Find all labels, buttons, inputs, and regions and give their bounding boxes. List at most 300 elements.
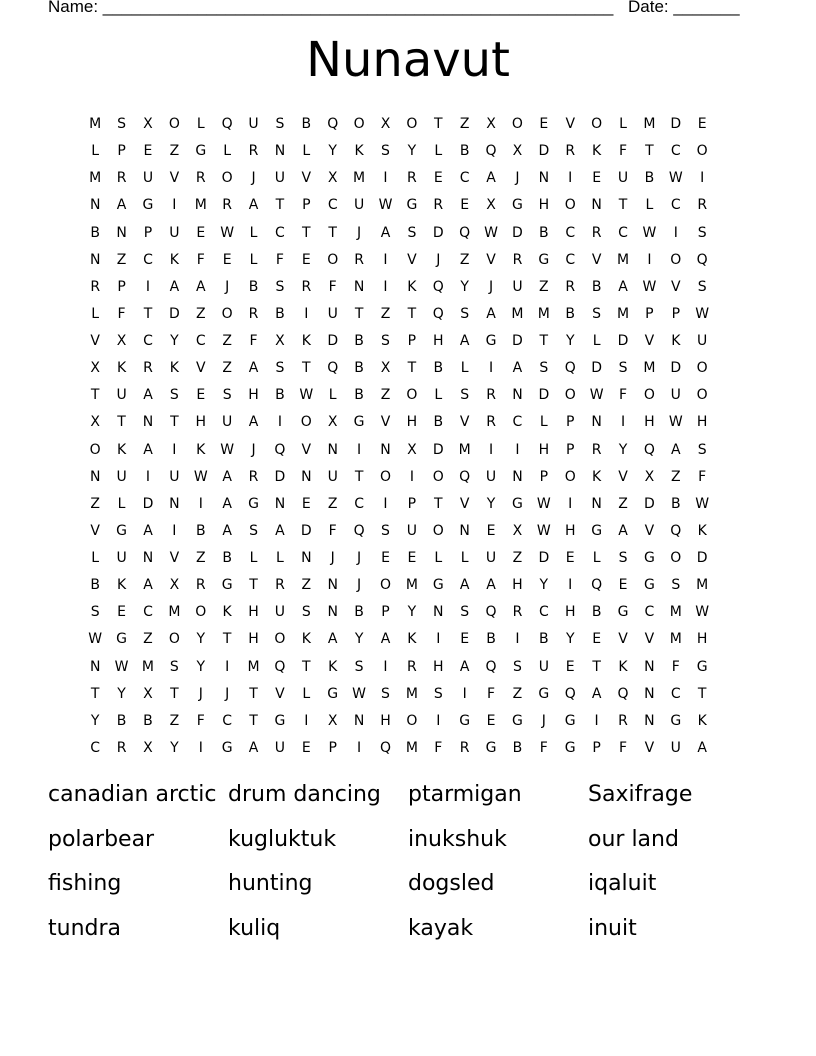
grid-letter[interactable]: S xyxy=(460,604,470,621)
grid-letter[interactable]: T xyxy=(697,685,707,702)
grid-letter[interactable]: U xyxy=(485,468,497,485)
grid-letter[interactable]: T xyxy=(645,143,654,160)
grid-letter[interactable]: F xyxy=(328,522,337,539)
grid-letter[interactable]: N xyxy=(327,577,338,594)
grid-letter[interactable]: E xyxy=(460,197,470,214)
grid-letter[interactable]: S xyxy=(381,522,390,539)
grid-letter[interactable]: W xyxy=(668,170,683,187)
grid-letter[interactable]: A xyxy=(512,360,523,377)
grid-letter[interactable]: I xyxy=(198,495,203,512)
grid-letter[interactable]: G xyxy=(617,604,629,621)
grid-letter[interactable]: W xyxy=(695,604,710,621)
grid-letter[interactable]: B xyxy=(354,387,364,404)
grid-letter[interactable]: W xyxy=(536,495,551,512)
grid-letter[interactable]: S xyxy=(354,658,364,675)
grid-letter[interactable]: U xyxy=(169,468,180,485)
grid-letter[interactable]: R xyxy=(565,143,576,160)
grid-letter[interactable]: X xyxy=(380,360,391,377)
grid-letter[interactable]: N xyxy=(644,712,655,729)
grid-letter[interactable]: M xyxy=(405,685,418,702)
grid-letter[interactable]: D xyxy=(300,522,312,539)
grid-letter[interactable]: R xyxy=(116,739,127,756)
grid-letter[interactable]: R xyxy=(195,170,206,187)
grid-letter[interactable]: R xyxy=(512,604,523,621)
grid-letter[interactable]: L xyxy=(434,143,443,160)
grid-letter[interactable]: R xyxy=(697,197,708,214)
grid-letter[interactable]: A xyxy=(618,278,628,295)
grid-letter[interactable]: N xyxy=(274,495,286,512)
grid-letter[interactable]: U xyxy=(512,278,523,295)
grid-letter[interactable]: B xyxy=(275,305,285,322)
grid-letter[interactable]: V xyxy=(407,251,417,268)
grid-letter[interactable]: O xyxy=(168,631,180,648)
grid-letter[interactable]: U xyxy=(327,468,338,485)
grid-letter[interactable]: G xyxy=(221,739,233,756)
grid-letter[interactable]: B xyxy=(433,360,444,377)
grid-letter[interactable]: Z xyxy=(459,116,470,132)
grid-letter[interactable]: W xyxy=(695,305,710,322)
grid-letter[interactable]: W xyxy=(220,224,235,241)
grid-letter[interactable]: K xyxy=(301,333,311,349)
grid-letter[interactable]: W xyxy=(484,224,498,241)
grid-letter[interactable]: A xyxy=(222,522,232,539)
grid-letter[interactable]: U xyxy=(274,170,286,187)
grid-letter[interactable]: P xyxy=(592,739,601,756)
grid-letter[interactable]: A xyxy=(697,739,707,756)
grid-letter[interactable]: R xyxy=(248,305,259,322)
grid-letter[interactable]: G xyxy=(485,739,497,756)
grid-letter[interactable]: L xyxy=(592,333,601,349)
grid-letter[interactable]: K xyxy=(169,360,179,377)
grid-letter[interactable]: V xyxy=(380,414,391,431)
grid-letter[interactable]: A xyxy=(618,522,628,539)
grid-letter[interactable]: X xyxy=(143,116,153,132)
grid-letter[interactable]: A xyxy=(248,414,259,431)
grid-letter[interactable]: P xyxy=(117,143,126,160)
grid-letter[interactable]: H xyxy=(644,414,655,431)
grid-letter[interactable]: N xyxy=(644,685,655,702)
grid-letter[interactable]: O xyxy=(327,251,339,268)
grid-letter[interactable]: T xyxy=(170,685,179,702)
grid-letter[interactable]: Q xyxy=(485,143,497,160)
grid-letter[interactable]: D xyxy=(274,468,286,485)
grid-letter[interactable]: I xyxy=(436,712,441,729)
grid-letter[interactable]: S xyxy=(539,360,549,377)
grid-letter[interactable]: E xyxy=(486,522,496,539)
grid-letter[interactable]: O xyxy=(696,143,708,160)
grid-letter[interactable]: H xyxy=(433,333,444,349)
grid-letter[interactable]: J xyxy=(488,278,494,295)
grid-letter[interactable]: X xyxy=(512,522,523,539)
grid-letter[interactable]: G xyxy=(643,550,655,566)
grid-letter[interactable]: R xyxy=(459,739,470,756)
grid-letter[interactable]: L xyxy=(434,387,443,404)
grid-letter[interactable]: O xyxy=(274,631,286,648)
grid-letter[interactable]: Q xyxy=(696,251,708,268)
grid-letter[interactable]: O xyxy=(564,197,576,214)
grid-letter[interactable]: D xyxy=(670,360,682,377)
grid-letter[interactable]: U xyxy=(670,387,681,404)
grid-letter[interactable]: B xyxy=(90,577,100,594)
grid-letter[interactable]: R xyxy=(512,251,523,268)
grid-letter[interactable]: L xyxy=(249,550,258,566)
grid-letter[interactable]: I xyxy=(277,414,282,431)
grid-letter[interactable]: N xyxy=(644,658,655,675)
grid-letter[interactable]: G xyxy=(406,197,418,214)
grid-letter[interactable]: D xyxy=(327,333,339,349)
grid-letter[interactable]: K xyxy=(697,522,707,539)
grid-letter[interactable]: C xyxy=(195,333,206,349)
grid-letter[interactable]: U xyxy=(353,197,365,214)
grid-letter[interactable]: S xyxy=(592,305,602,322)
grid-letter[interactable]: I xyxy=(488,360,494,377)
grid-letter[interactable]: I xyxy=(620,414,626,431)
grid-letter[interactable]: A xyxy=(486,577,496,594)
grid-letter[interactable]: D xyxy=(168,305,180,322)
grid-letter[interactable]: N xyxy=(89,251,101,268)
grid-letter[interactable]: B xyxy=(143,712,153,729)
grid-letter[interactable]: D xyxy=(538,387,550,404)
grid-letter[interactable]: H xyxy=(564,604,576,621)
grid-letter[interactable]: L xyxy=(91,143,100,160)
grid-letter[interactable]: E xyxy=(301,251,311,268)
grid-letter[interactable]: O xyxy=(432,522,444,539)
grid-letter[interactable]: Y xyxy=(170,333,179,349)
grid-letter[interactable]: B xyxy=(512,739,523,756)
grid-letter[interactable]: S xyxy=(169,387,179,404)
grid-letter[interactable]: N xyxy=(327,604,338,621)
grid-letter[interactable]: S xyxy=(433,685,443,702)
grid-letter[interactable]: T xyxy=(433,495,443,512)
grid-letter[interactable]: G xyxy=(116,631,128,648)
grid-letter[interactable]: H xyxy=(406,414,418,431)
grid-letter[interactable]: I xyxy=(198,739,203,756)
grid-letter[interactable]: T xyxy=(354,468,364,485)
grid-letter[interactable]: U xyxy=(485,550,497,566)
grid-letter[interactable]: V xyxy=(169,550,180,566)
grid-letter[interactable]: K xyxy=(116,441,127,458)
grid-letter[interactable]: A xyxy=(591,685,602,702)
grid-letter[interactable]: Q xyxy=(274,441,286,458)
grid-letter[interactable]: I xyxy=(409,468,414,485)
grid-letter[interactable]: P xyxy=(381,604,390,621)
grid-letter[interactable]: H xyxy=(538,197,550,214)
grid-letter[interactable]: O xyxy=(591,116,603,132)
grid-letter[interactable]: F xyxy=(196,712,205,729)
grid-letter[interactable]: S xyxy=(275,116,285,132)
grid-letter[interactable]: E xyxy=(618,577,628,594)
grid-letter[interactable]: U xyxy=(670,739,681,756)
grid-letter[interactable]: V xyxy=(644,333,655,349)
grid-letter[interactable]: Y xyxy=(565,631,575,648)
grid-letter[interactable]: B xyxy=(644,170,655,187)
grid-letter[interactable]: M xyxy=(405,739,418,756)
grid-letter[interactable]: Z xyxy=(301,577,312,594)
grid-letter[interactable]: O xyxy=(195,604,207,621)
grid-letter[interactable]: N xyxy=(142,414,154,431)
grid-letter[interactable]: F xyxy=(539,739,548,756)
grid-letter[interactable]: A xyxy=(195,278,206,295)
grid-letter[interactable]: R xyxy=(618,712,628,729)
grid-letter[interactable]: O xyxy=(432,468,444,485)
grid-letter[interactable]: N xyxy=(89,658,101,675)
grid-letter[interactable]: W xyxy=(642,278,657,295)
grid-letter[interactable]: W xyxy=(378,197,393,214)
grid-letter[interactable]: V xyxy=(618,631,628,648)
grid-letter[interactable]: M xyxy=(194,197,207,214)
grid-letter[interactable]: K xyxy=(328,658,338,675)
grid-letter[interactable]: H xyxy=(512,577,523,594)
grid-letter[interactable]: U xyxy=(222,414,233,431)
grid-letter[interactable]: M xyxy=(511,305,524,322)
grid-letter[interactable]: V xyxy=(644,631,655,648)
grid-letter[interactable]: S xyxy=(513,658,522,675)
grid-letter[interactable]: G xyxy=(512,712,523,729)
grid-letter[interactable]: X xyxy=(327,712,338,729)
grid-letter[interactable]: A xyxy=(486,170,496,187)
grid-letter[interactable]: I xyxy=(357,441,362,458)
grid-letter[interactable]: Q xyxy=(564,685,576,702)
grid-letter[interactable]: I xyxy=(383,278,388,295)
grid-letter[interactable]: I xyxy=(594,712,599,729)
grid-letter[interactable]: L xyxy=(91,550,100,566)
grid-letter[interactable]: J xyxy=(357,577,362,594)
grid-letter[interactable]: L xyxy=(249,251,258,268)
grid-letter[interactable]: S xyxy=(301,604,311,621)
grid-letter[interactable]: C xyxy=(565,224,576,241)
grid-letter[interactable]: T xyxy=(302,658,311,675)
grid-letter[interactable]: P xyxy=(566,414,575,431)
grid-letter[interactable]: C xyxy=(327,197,338,214)
grid-letter[interactable]: M xyxy=(537,305,550,322)
grid-letter[interactable]: K xyxy=(196,441,206,458)
grid-letter[interactable]: I xyxy=(462,685,467,702)
grid-letter[interactable]: T xyxy=(592,658,601,675)
grid-letter[interactable]: R xyxy=(565,278,576,295)
grid-letter[interactable]: S xyxy=(275,360,285,377)
grid-letter[interactable]: W xyxy=(220,441,235,458)
grid-letter[interactable]: D xyxy=(512,224,523,241)
grid-letter[interactable]: A xyxy=(222,468,232,485)
grid-letter[interactable]: C xyxy=(275,224,285,241)
grid-letter[interactable]: I xyxy=(304,305,309,322)
grid-letter[interactable]: A xyxy=(248,197,259,214)
grid-letter[interactable]: X xyxy=(116,333,127,349)
grid-letter[interactable]: R xyxy=(222,197,233,214)
grid-letter[interactable]: V xyxy=(301,441,312,458)
grid-letter[interactable]: B xyxy=(195,522,206,539)
grid-letter[interactable]: J xyxy=(251,441,256,458)
grid-letter[interactable]: J xyxy=(515,170,520,187)
grid-letter[interactable]: M xyxy=(405,577,418,594)
grid-letter[interactable]: U xyxy=(538,658,549,675)
grid-letter[interactable]: H xyxy=(248,387,259,404)
grid-letter[interactable]: C xyxy=(459,170,470,187)
grid-letter[interactable]: C xyxy=(143,604,153,621)
grid-letter[interactable]: U xyxy=(406,522,417,539)
grid-letter[interactable]: U xyxy=(116,387,127,404)
grid-letter[interactable]: J xyxy=(225,278,230,295)
grid-letter[interactable]: H xyxy=(248,604,259,621)
grid-letter[interactable]: E xyxy=(592,631,602,648)
grid-letter[interactable]: L xyxy=(249,224,258,241)
grid-letter[interactable]: R xyxy=(116,170,127,187)
grid-letter[interactable]: T xyxy=(249,712,258,729)
grid-letter[interactable]: B xyxy=(539,631,549,648)
grid-letter[interactable]: H xyxy=(696,631,708,648)
grid-letter[interactable]: W xyxy=(668,414,683,431)
grid-letter[interactable]: A xyxy=(459,333,470,349)
grid-letter[interactable]: F xyxy=(618,387,628,404)
grid-letter[interactable]: Z xyxy=(195,550,206,566)
grid-letter[interactable]: K xyxy=(592,468,602,485)
grid-letter[interactable]: K xyxy=(169,251,179,268)
grid-letter[interactable]: N xyxy=(433,604,444,621)
grid-letter[interactable]: N xyxy=(142,550,154,566)
grid-letter[interactable]: T xyxy=(275,197,285,214)
grid-letter[interactable]: N xyxy=(591,414,602,431)
grid-letter[interactable]: R xyxy=(407,658,417,675)
grid-letter[interactable]: E xyxy=(301,495,311,512)
grid-letter[interactable]: F xyxy=(698,468,707,485)
grid-letter[interactable]: A xyxy=(380,631,391,648)
grid-letter[interactable]: Z xyxy=(618,495,628,512)
grid-letter[interactable]: Q xyxy=(643,441,655,458)
grid-letter[interactable]: T xyxy=(407,305,417,322)
grid-letter[interactable]: X xyxy=(327,170,338,187)
grid-letter[interactable]: O xyxy=(406,387,418,404)
grid-letter[interactable]: G xyxy=(274,712,286,729)
grid-letter[interactable]: Y xyxy=(328,143,337,160)
grid-letter[interactable]: D xyxy=(432,441,444,458)
grid-letter[interactable]: C xyxy=(354,495,364,512)
grid-letter[interactable]: Z xyxy=(327,495,338,512)
grid-letter[interactable]: I xyxy=(145,468,151,485)
grid-letter[interactable]: Y xyxy=(565,333,575,349)
grid-letter[interactable]: T xyxy=(433,116,443,132)
grid-letter[interactable]: E xyxy=(301,739,311,756)
grid-letter[interactable]: V xyxy=(644,739,655,756)
grid-letter[interactable]: X xyxy=(143,739,153,756)
grid-letter[interactable]: K xyxy=(354,143,364,160)
grid-letter[interactable]: G xyxy=(221,577,233,594)
grid-letter[interactable]: N xyxy=(353,712,365,729)
grid-letter[interactable]: Q xyxy=(327,360,339,377)
grid-letter[interactable]: G xyxy=(485,333,497,349)
grid-letter[interactable]: E xyxy=(222,251,232,268)
grid-letter[interactable]: E xyxy=(196,224,206,241)
grid-letter[interactable]: Z xyxy=(512,550,523,566)
grid-letter[interactable]: C xyxy=(143,333,153,349)
grid-letter[interactable]: U xyxy=(142,170,154,187)
grid-letter[interactable]: P xyxy=(407,333,417,349)
grid-letter[interactable]: L xyxy=(91,305,100,322)
grid-letter[interactable]: G xyxy=(248,495,259,512)
grid-letter[interactable]: U xyxy=(274,739,286,756)
grid-letter[interactable]: G xyxy=(327,685,339,702)
grid-letter[interactable]: J xyxy=(251,170,256,187)
grid-letter[interactable]: Z xyxy=(169,143,180,160)
grid-letter[interactable]: T xyxy=(539,333,549,349)
grid-letter[interactable]: Y xyxy=(354,631,364,648)
grid-letter[interactable]: P xyxy=(143,224,153,241)
grid-letter[interactable]: S xyxy=(222,387,232,404)
grid-letter[interactable]: M xyxy=(643,116,656,132)
grid-letter[interactable]: N xyxy=(380,441,391,458)
grid-letter[interactable]: Q xyxy=(432,278,444,295)
grid-letter[interactable]: V xyxy=(644,522,655,539)
grid-letter[interactable]: J xyxy=(436,251,441,268)
grid-letter[interactable]: S xyxy=(460,305,470,322)
grid-letter[interactable]: R xyxy=(275,577,285,594)
grid-letter[interactable]: I xyxy=(357,739,362,756)
grid-letter[interactable]: D xyxy=(538,550,550,566)
grid-letter[interactable]: Q xyxy=(485,604,497,621)
grid-letter[interactable]: G xyxy=(116,522,128,539)
grid-letter[interactable]: I xyxy=(304,712,309,729)
grid-letter[interactable]: R xyxy=(486,387,496,404)
grid-letter[interactable]: M xyxy=(168,604,181,621)
grid-letter[interactable]: E xyxy=(381,550,390,566)
grid-letter[interactable]: P xyxy=(117,278,126,295)
grid-letter[interactable]: P xyxy=(302,197,311,214)
grid-letter[interactable]: E xyxy=(565,658,575,675)
grid-letter[interactable]: U xyxy=(617,170,629,187)
grid-letter[interactable]: Q xyxy=(221,116,233,132)
grid-letter[interactable]: I xyxy=(225,658,230,675)
grid-letter[interactable]: V xyxy=(90,333,100,349)
grid-letter[interactable]: S xyxy=(275,278,285,295)
grid-letter[interactable]: O xyxy=(406,712,418,729)
grid-letter[interactable]: B xyxy=(354,604,364,621)
grid-letter[interactable]: B xyxy=(301,116,312,132)
grid-letter[interactable]: N xyxy=(301,550,312,566)
grid-letter[interactable]: J xyxy=(225,685,230,702)
grid-letter[interactable]: S xyxy=(618,360,628,377)
grid-letter[interactable]: R xyxy=(248,143,259,160)
grid-letter[interactable]: V xyxy=(169,170,180,187)
grid-letter[interactable]: J xyxy=(357,550,362,566)
grid-letter[interactable]: L xyxy=(276,550,284,566)
grid-letter[interactable]: Y xyxy=(196,658,206,675)
grid-letter[interactable]: O xyxy=(300,414,312,431)
grid-letter[interactable]: H xyxy=(433,658,444,675)
grid-letter[interactable]: G xyxy=(696,658,708,675)
grid-letter[interactable]: Q xyxy=(432,305,444,322)
grid-letter[interactable]: O xyxy=(379,577,391,594)
grid-letter[interactable]: G xyxy=(564,739,576,756)
grid-letter[interactable]: D xyxy=(538,143,550,160)
grid-letter[interactable]: K xyxy=(697,712,707,729)
grid-letter[interactable]: I xyxy=(568,170,573,187)
grid-letter[interactable]: R xyxy=(354,251,364,268)
grid-letter[interactable]: C xyxy=(670,143,681,160)
grid-letter[interactable]: Y xyxy=(460,278,469,295)
grid-letter[interactable]: B xyxy=(248,278,259,295)
grid-letter[interactable]: V xyxy=(459,495,470,512)
grid-letter[interactable]: Y xyxy=(170,739,179,756)
grid-letter[interactable]: S xyxy=(697,441,707,458)
grid-letter[interactable]: W xyxy=(193,468,208,485)
grid-letter[interactable]: G xyxy=(538,251,550,268)
grid-letter[interactable]: Q xyxy=(274,658,286,675)
grid-letter[interactable]: F xyxy=(196,251,205,268)
grid-letter[interactable]: D xyxy=(591,360,602,377)
grid-letter[interactable]: Q xyxy=(591,577,603,594)
grid-letter[interactable]: K xyxy=(116,360,127,377)
grid-letter[interactable]: A xyxy=(116,197,127,214)
grid-letter[interactable]: O xyxy=(564,468,576,485)
